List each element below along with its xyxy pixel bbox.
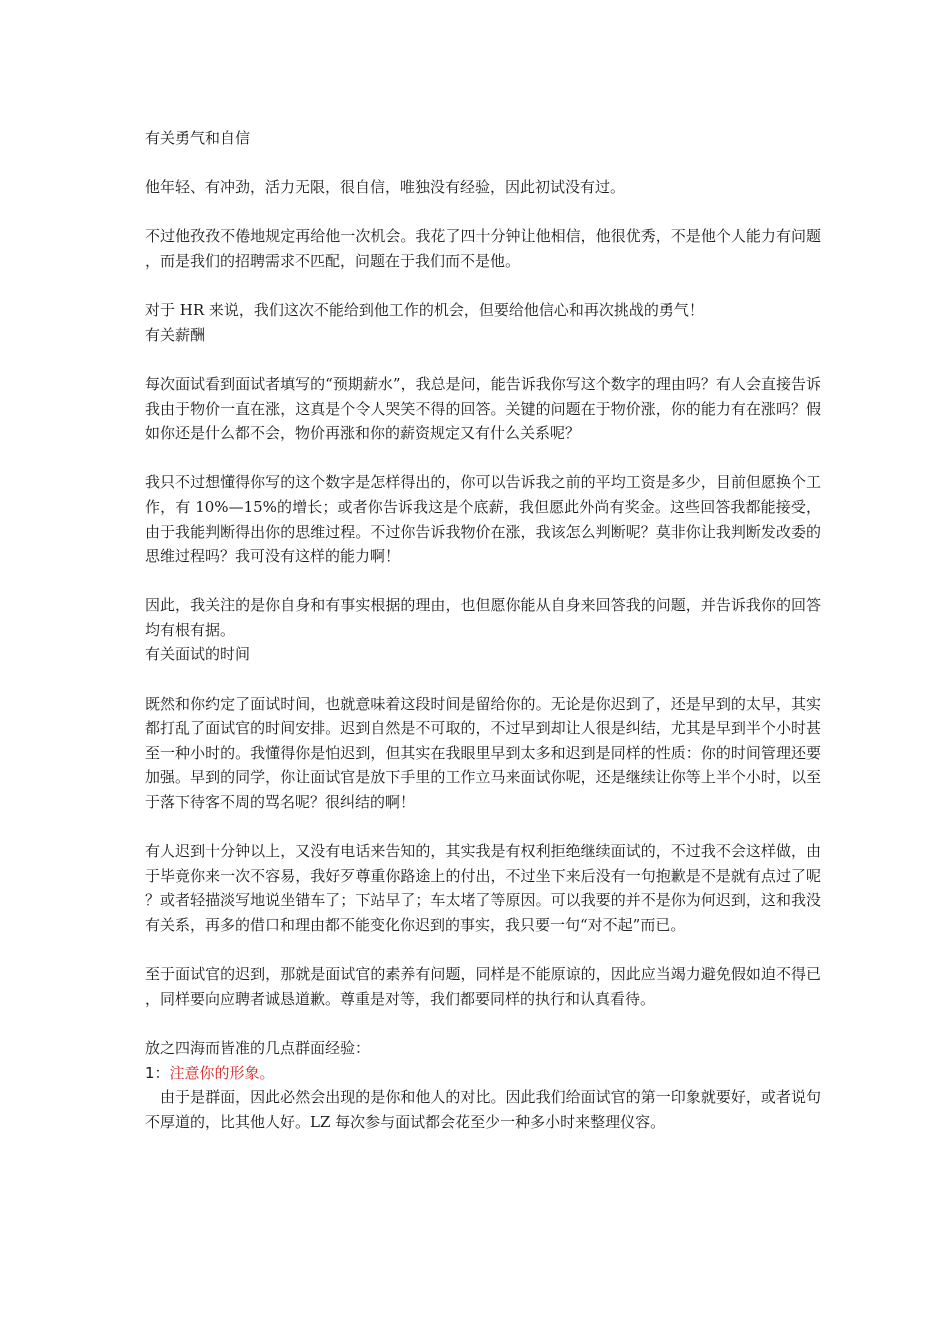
document-body [145,126,821,1134]
list-item-number: 1： [145,1063,170,1082]
heading-courage: 有关勇气和自信 [145,129,251,147]
paragraph-time-3: 至于面试官的迟到，那就是面试官的素养有问题，同样是不能原谅的，因此应当竭力避免假如迫不得已，同样要向应聘者诚恳道歉。尊重是对等，我们都要同样的执行和认真看待。 [145,965,821,1008]
list-item-1-body: 由于是群面，因此必然会出现的是你和他人的对比。因此我们给面试官的第一印象就要好，或者说句不厚道的，比其他人好。LZ 每次参与面试都会花至少一种多小时来整理仪容。 [145,1088,821,1131]
heading-interview-time: 有关面试的时间 [145,645,251,664]
list-item-title: 注意你的形象。 [169,1063,275,1082]
paragraph-time-2: 有人迟到十分钟以上，又没有电话来告知的，其实我是有权利拒绝继续面试的，不过我不会这样做，由于毕竟你来一次不容易，我好歹尊重你路途上的付出，不过坐下来后没有一句抱歉是不是就有点过了呢？或者轻描淡写地说坐错车了；下站早了；车太堵了等原因。可以我要的并不是你为何迟到，这和我没有关系，再多的借口和理由都不能变化你迟到的事实，我只要一句“对不起”而已。 [145,842,821,934]
paragraph-salary-3: 因此，我关注的是你自身和有事实根据的理由，也但愿你能从自身来回答我的问题，并告诉我你的回答均有根有据。 [145,596,821,639]
heading-group-interview: 放之四海而皆准的几点群面经验： [145,1038,371,1057]
paragraph-salary-2: 我只不过想懂得你写的这个数字是怎样得出的，你可以告诉我之前的平均工资是多少，目前但愿换个工作，有 10%—15%的增长；或者你告诉我这是个底薪，我但愿此外尚有奖金。这些回答我都能接受，由于我能判断得出你的思维过程。不过你告诉我物价在涨，我该怎么判断呢？莫非你让我判断发改委的思维过程吗？我可没有这样的能力啊！ [145,473,821,566]
paragraph-time-1: 既然和你约定了面试时间，也就意味着这段时间是留给你的。无论是你迟到了，还是早到的太早，其实都打乱了面试官的时间安排。迟到自然是不可取的，不过早到却让人很是纠结，尤其是早到半个小时甚至一种小时的。我懂得你是怕迟到，但其实在我眼里早到太多和迟到是同样的性质：你的时间管理还要加强。早到的同学，你让面试官是放下手里的工作立马来面试你呢，还是继续让你等上半个小时，以至于落下待客不周的骂名呢？很纠结的啊！ [145,694,821,812]
heading-salary: 有关薪酬 [145,325,206,344]
paragraph-courage-2: 不过他孜孜不倦地规定再给他一次机会。我花了四十分钟让他相信，他很优秀，不是他个人能力有问题，而是我们的招聘需求不匹配，问题在于我们而不是他。 [145,227,821,270]
paragraph-courage-1: 他年轻、有冲劲，活力无限，很自信，唯独没有经验，因此初试没有过。 [145,178,626,197]
paragraph-courage-3: 对于 HR 来说，我们这次不能给到他工作的机会，但要给他信心和再次挑战的勇气！ [145,301,704,320]
paragraph-salary-1: 每次面试看到面试者填写的“预期薪水”，我总是问，能告诉我你写这个数字的理由吗？有人会直接告诉我由于物价一直在涨，这真是个令人哭笑不得的回答。关键的问题在于物价涨，你的能力有在涨吗？假如你还是什么都不会，物价再涨和你的薪资规定又有什么关系呢？ [145,374,821,443]
list-item-1-heading [145,1061,821,1086]
